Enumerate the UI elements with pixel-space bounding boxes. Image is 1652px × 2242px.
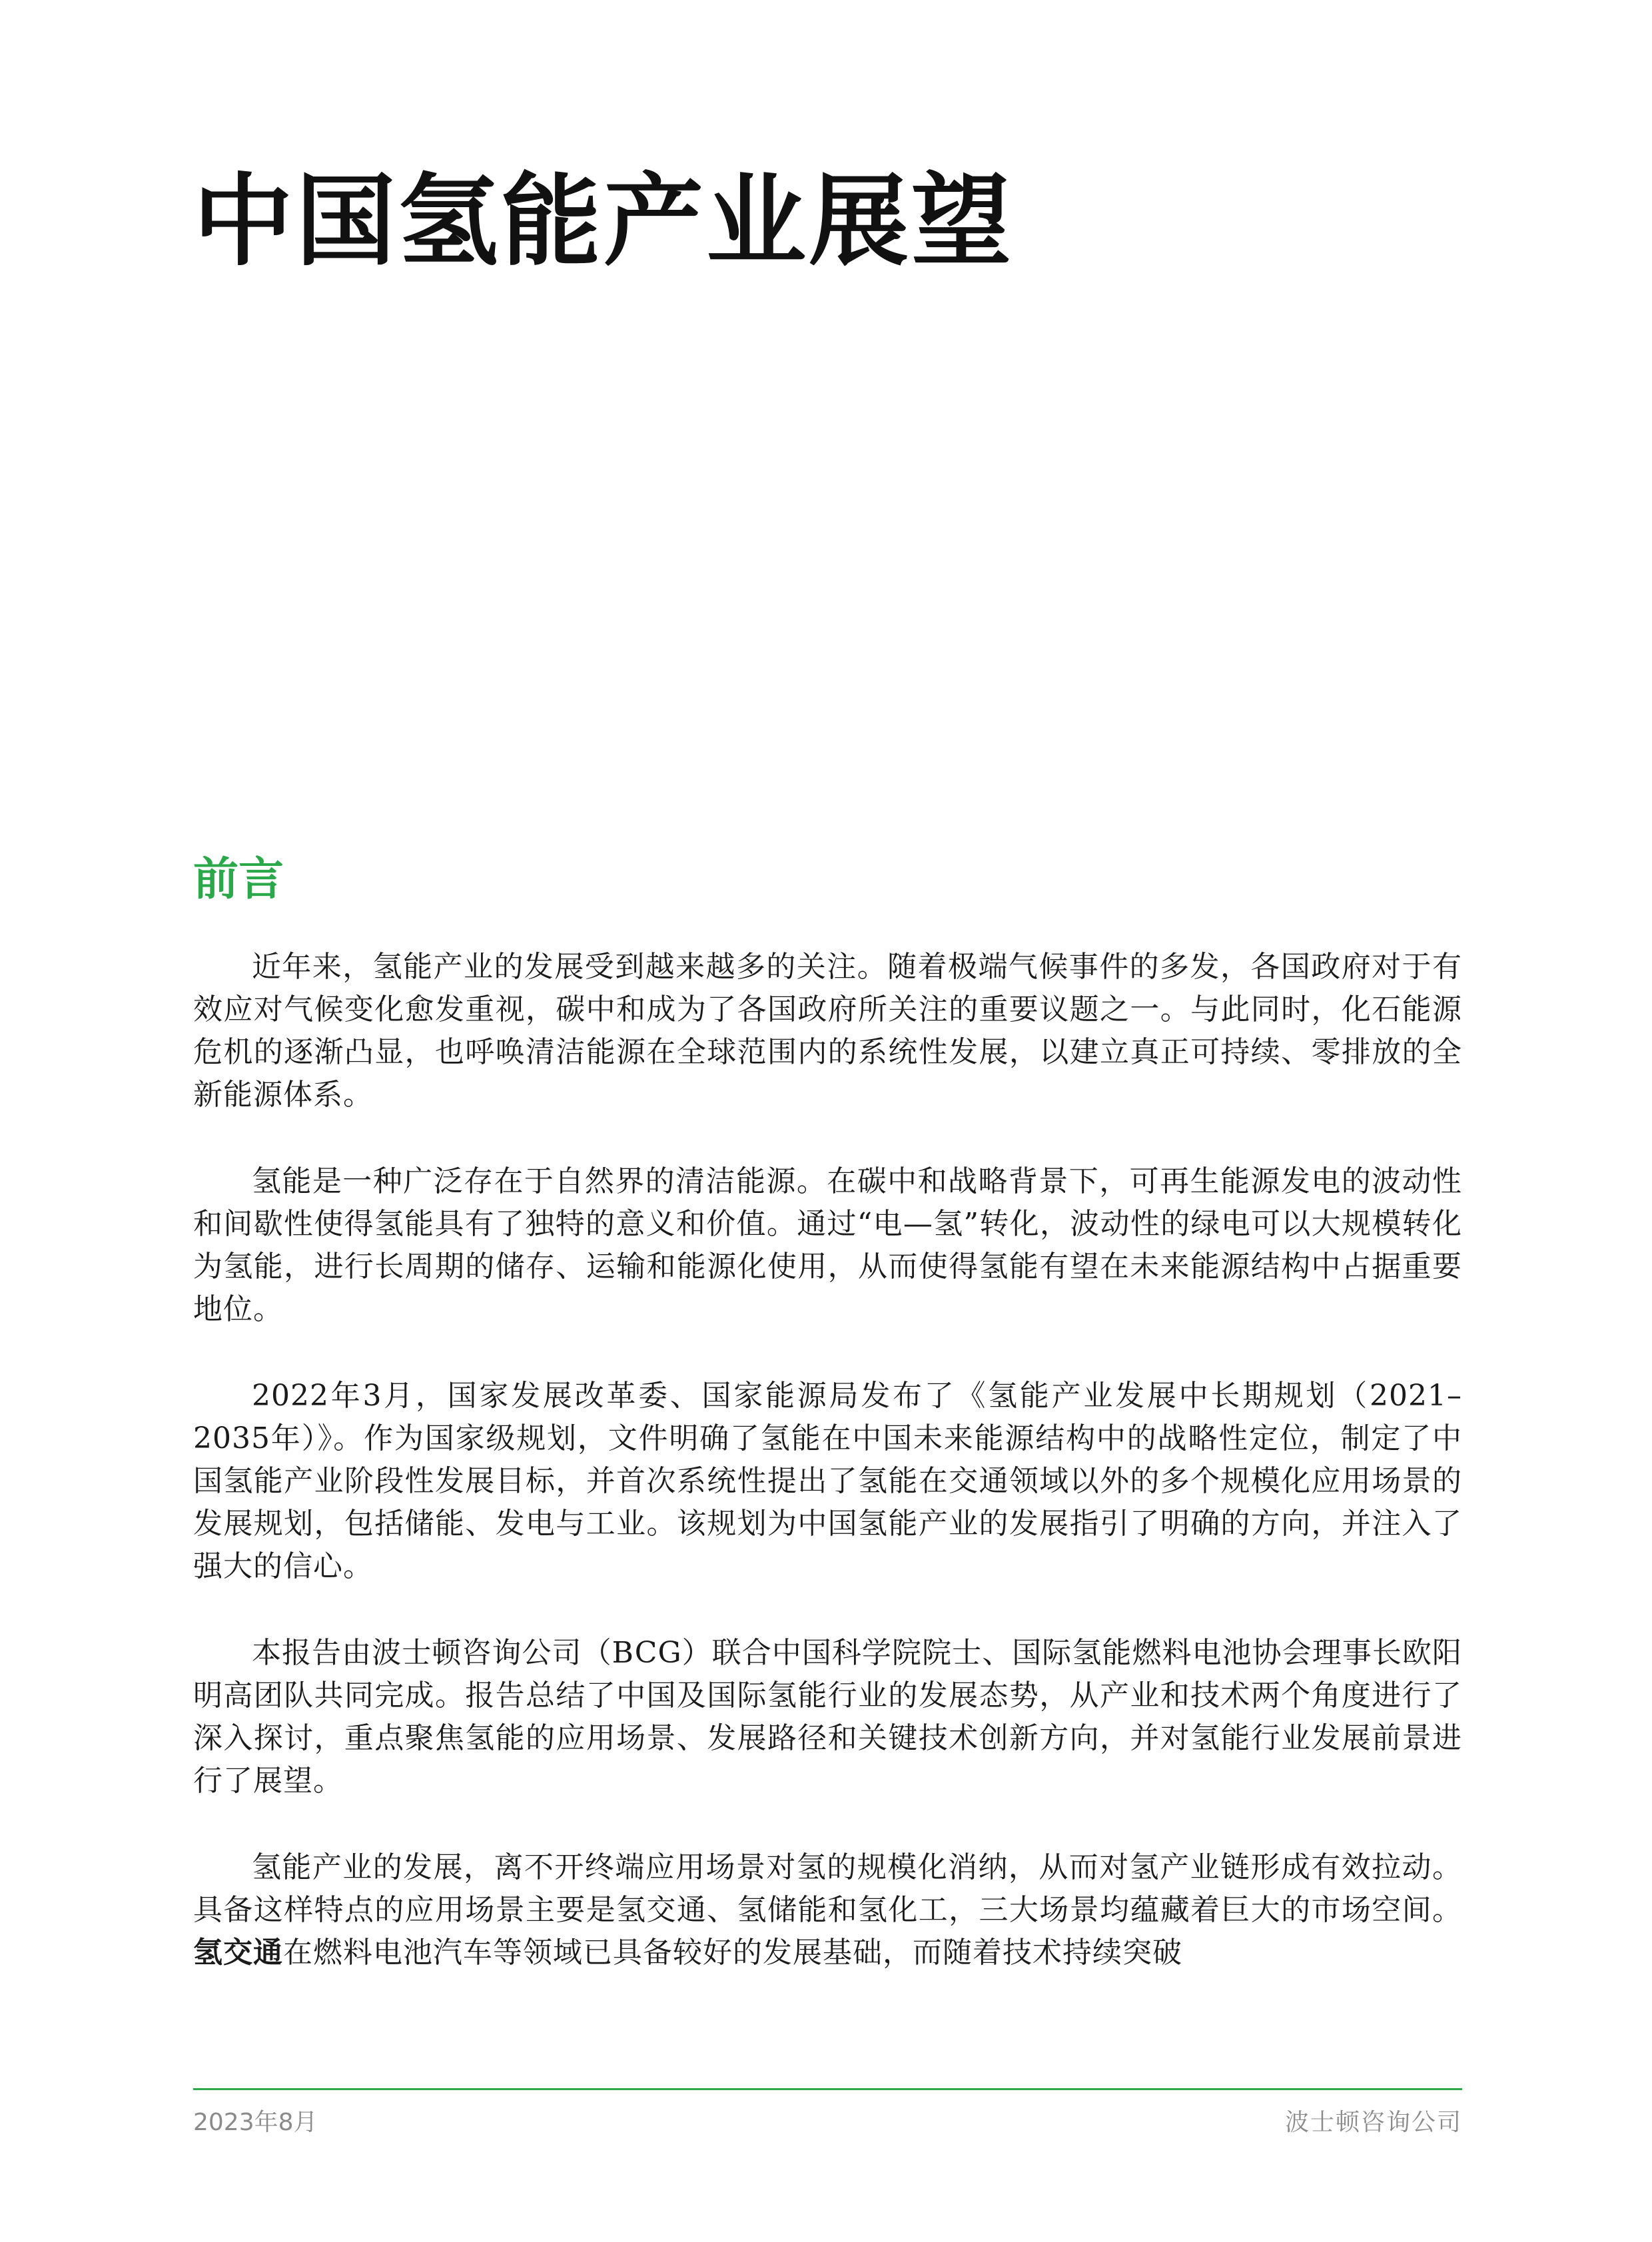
- paragraph-last: [193, 1846, 1462, 1974]
- footer-divider: [193, 2088, 1462, 2090]
- paragraph: 近年来，氢能产业的发展受到越来越多的关注。随着极端气候事件的多发，各国政府对于有效应对气候变化愈发重视，碳中和成为了各国政府所关注的重要议题之一。与此同时，化石能源危机的逐渐凸显，也呼唤清洁能源在全球范围内的系统性发展，以建立真正可持续、零排放的全新能源体系。: [193, 950, 1462, 1112]
- paragraph-text: 氢能产业的发展，离不开终端应用场景对氢的规模化消纳，从而对氢产业链形成有效拉动。具备这样特点的应用场景主要是氢交通、氢储能和氢化工，三大场景均蕴藏着巨大的市场空间。: [193, 1850, 1462, 1927]
- page-title: 中国氢能产业展望: [193, 163, 1015, 280]
- paragraph: 本报告由波士顿咨询公司（BCG）联合中国科学院院士、国际氢能燃料电池协会理事长欧阳明高团队共同完成。报告总结了中国及国际氢能行业的发展态势，从产业和技术两个角度进行了深入探讨，重点聚焦氢能的应用场景、发展路径和关键技术创新方向，并对氢能行业发展前景进行了展望。: [193, 1636, 1462, 1798]
- paragraph-text: 在燃料电池汽车等领域已具备较好的发展基础，而随着技术持续突破: [283, 1936, 1182, 1970]
- bold-term: 氢交通: [193, 1936, 283, 1970]
- paragraph: 2022年3月，国家发展改革委、国家能源局发布了《氢能产业发展中长期规划（2021–2035年）》。作为国家级规划，文件明确了氢能在中国未来能源结构中的战略性定位，制定了中国氢能产业阶段性发展目标，并首次系统性提出了氢能在交通领域以外的多个规模化应用场景的发展规划，包括储能、发电与工业。该规划为中国氢能产业的发展指引了明确的方向，并注入了强大的信心。: [193, 1379, 1462, 1583]
- paragraph: 氢能是一种广泛存在于自然界的清洁能源。在碳中和战略背景下，可再生能源发电的波动性和间歇性使得氢能具有了独特的意义和价值。通过“电—氢”转化，波动性的绿电可以大规模转化为氢能，进行长周期的储存、运输和能源化使用，从而使得氢能有望在未来能源结构中占据重要地位。: [193, 1164, 1462, 1326]
- footer-date: 2023年8月: [193, 2109, 318, 2136]
- section-heading: 前言: [193, 853, 284, 906]
- body-text: [193, 946, 1462, 1974]
- footer-company: 波士顿咨询公司: [1284, 2109, 1462, 2136]
